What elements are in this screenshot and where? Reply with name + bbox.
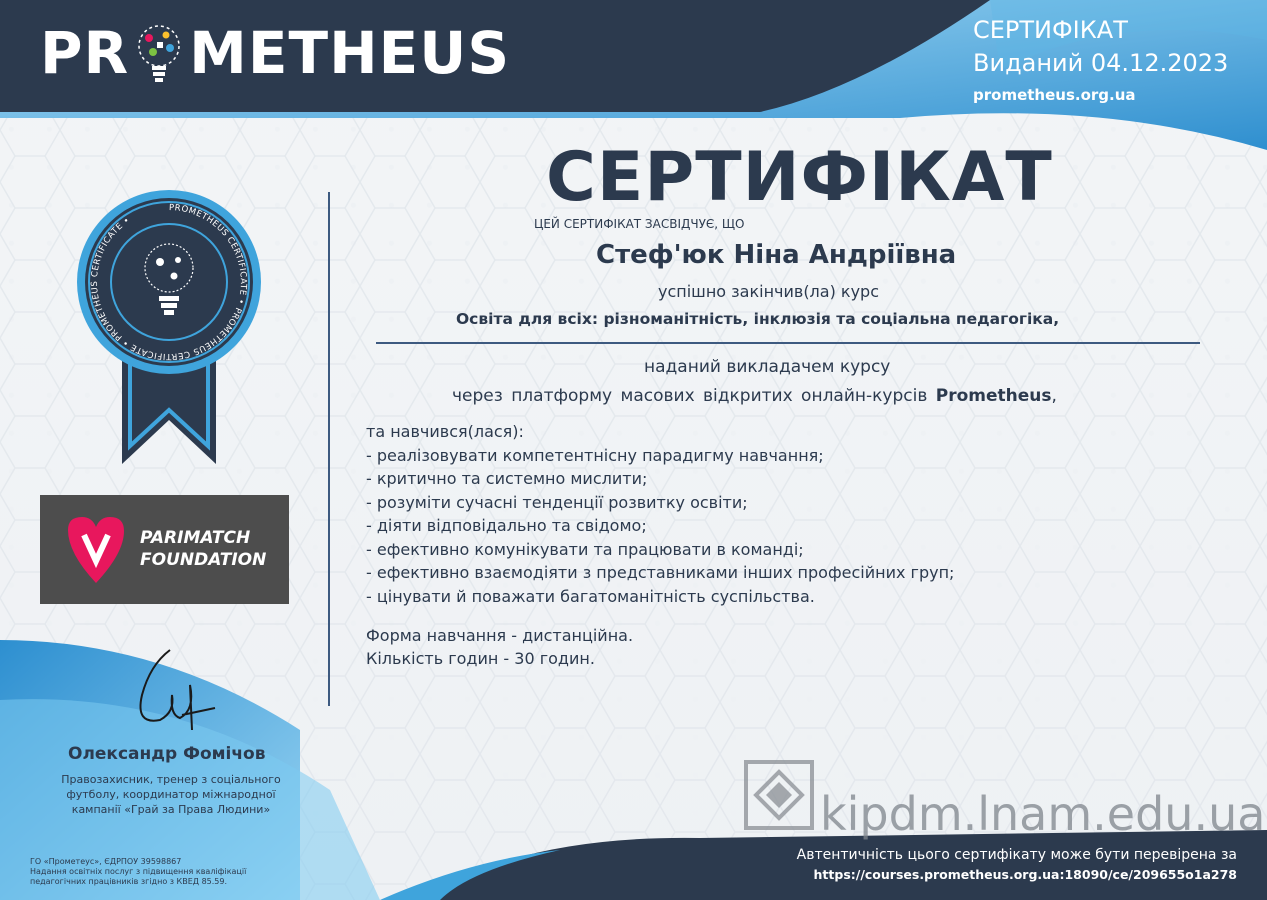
- list-item: - критично та системно мислити;: [366, 469, 648, 488]
- header-info: [973, 14, 1228, 104]
- signatory-desc-line: Правозахисник, тренер з соціального: [61, 773, 281, 786]
- taught-by-text: наданий викладачем курсу: [644, 357, 891, 377]
- header-cert-label: СЕРТИФІКАТ: [973, 16, 1128, 44]
- platform-text: [452, 386, 1057, 406]
- completed-text: успішно закінчив(ла) курс: [658, 282, 879, 301]
- list-item: - ефективно комунікувати та працювати в команді;: [366, 539, 804, 559]
- legal-line: Надання освітніх послуг з підвищення кваліфікації: [30, 867, 247, 876]
- list-item: - ефективно взаємодіяти з представниками інших професійних груп;: [366, 563, 955, 582]
- list-item: - цінувати й поважати багатоманітність суспільства.: [366, 586, 815, 606]
- verify-text: Автентичність цього сертифікату може бути перевірена за: [796, 847, 1237, 863]
- logo-text-left: PR: [40, 19, 130, 87]
- badge-ring-text: PROMETHEUS CERTIFICATE • PROMETHEUS CERTIFICATE • PROMETHEUS CERTIFICATE •: [89, 202, 248, 362]
- legal-line: ГО «Прометеус», ЄДРПОУ 39598867: [30, 857, 182, 866]
- signatory-name: Олександр Фомічов: [68, 744, 266, 764]
- certifies-text: ЦЕЙ СЕРТИФІКАТ ЗАСВІДЧУЄ, ЩО: [534, 217, 745, 231]
- skills-intro: та навчився(лася):: [366, 422, 524, 441]
- skills-list: [366, 420, 954, 608]
- signatory-desc-line: футболу, координатор міжнародної: [66, 788, 276, 801]
- verify-url[interactable]: https://courses.prometheus.org.ua:18090/ce/209655o1a278: [813, 867, 1237, 882]
- list-item: - діяти відповідально та свідомо;: [366, 516, 647, 535]
- logo-text-right: METHEUS: [189, 19, 511, 87]
- study-info: [366, 624, 633, 670]
- platform-suffix: ,: [1051, 386, 1057, 406]
- partner-line2: FOUNDATION: [140, 550, 267, 570]
- site-link[interactable]: prometheus.org.ua: [973, 86, 1136, 104]
- verification-info: [797, 845, 1237, 885]
- lightbulb-icon: [133, 22, 185, 84]
- certificate-title: СЕРТИФІКАТ: [546, 138, 1053, 217]
- list-item: - розуміти сучасні тенденції розвитку освіти;: [366, 492, 748, 512]
- parimatch-foundation-logo: [40, 495, 289, 604]
- list-item: - реалізовувати компетентнісну парадигму навчання;: [366, 445, 824, 465]
- study-form: Форма навчання - дистанційна.: [366, 626, 634, 645]
- issued-date: Виданий 04.12.2023: [973, 49, 1229, 77]
- watermark-text: kipdm.lnam.edu.ua: [820, 787, 1266, 841]
- platform-prefix: через платформу масових відкритих онлайн-курсів: [452, 386, 928, 406]
- signatory-desc-line: кампанії «Грай за Права Людини»: [71, 803, 271, 816]
- study-hours: Кількість годин - 30 годин.: [366, 649, 595, 668]
- recipient-name: Стеф'юк Ніна Андріївна: [596, 240, 957, 270]
- legal-info: [30, 857, 290, 887]
- kipdm-watermark: [742, 758, 1266, 841]
- course-name: Освіта для всіх: різноманітність, інклюзія та соціальна педагогіка,: [456, 310, 1060, 328]
- platform-name: Prometheus: [935, 386, 1052, 406]
- partner-line1: PARIMATCH: [140, 528, 251, 548]
- horizontal-divider: [376, 342, 1200, 344]
- legal-line: педагогічних працівників згідно з КВЕД 85.59.: [30, 877, 228, 886]
- signatory-description: [40, 772, 302, 817]
- prometheus-logo: [40, 19, 511, 87]
- vertical-divider: [328, 192, 330, 706]
- signature-image: [120, 640, 230, 740]
